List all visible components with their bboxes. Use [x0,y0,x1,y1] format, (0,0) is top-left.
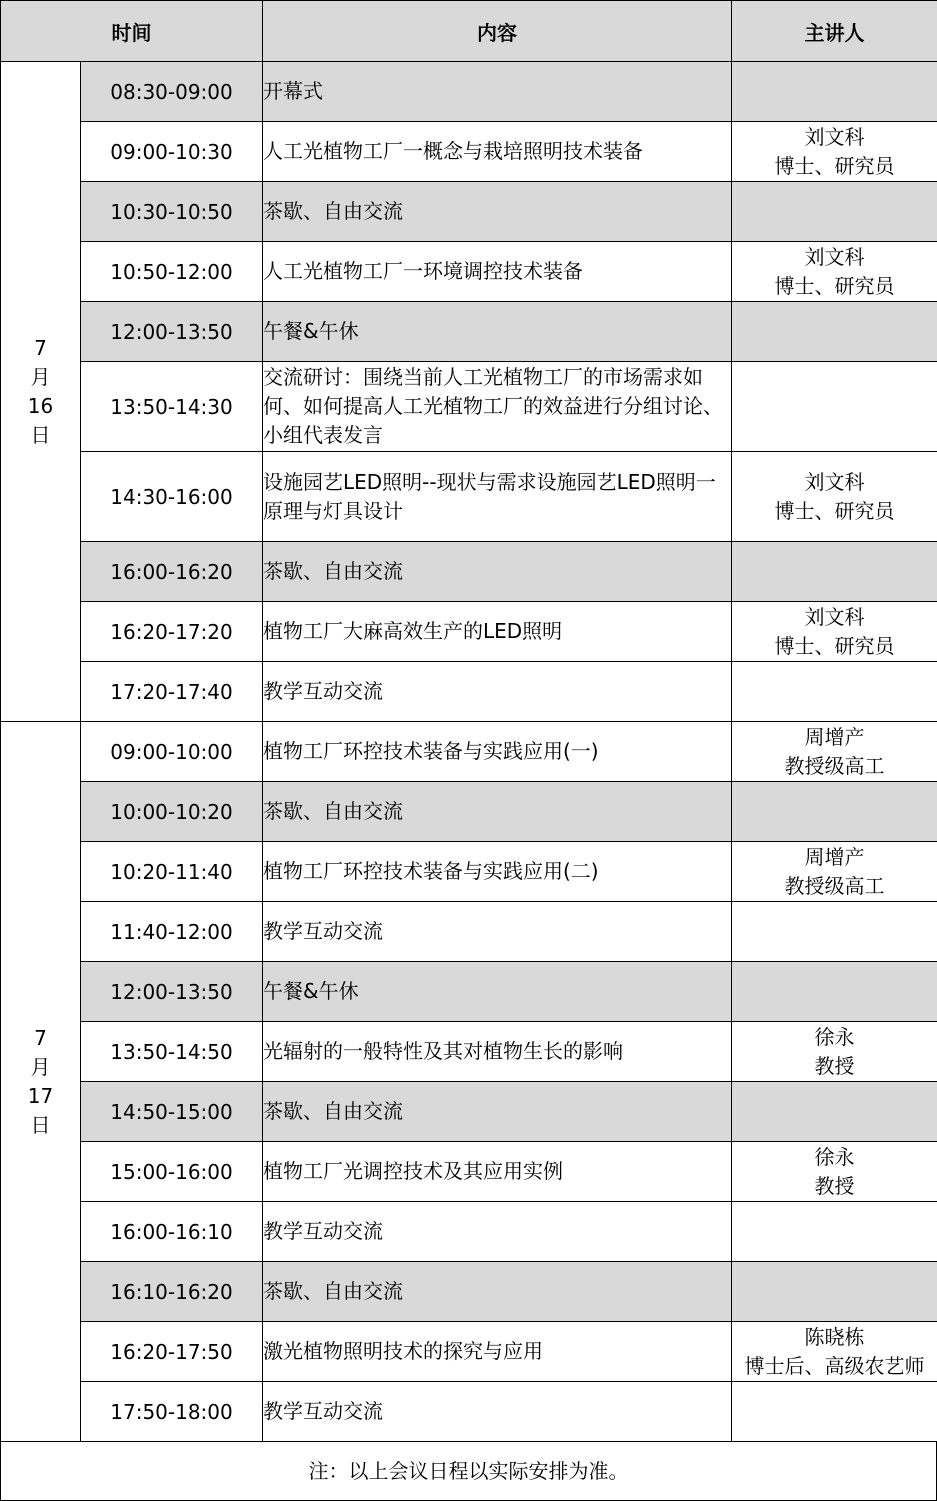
speaker-title: 教授级高工 [784,753,885,778]
speaker-title: 博士、研究员 [774,633,895,658]
schedule-row [1,122,937,182]
day-label-part: 16 [27,393,54,418]
session-time: 17:50-18:00 [81,1382,263,1442]
session-time: 09:00-10:00 [81,722,263,782]
session-content: 茶歇、自由交流 [263,1262,732,1322]
session-speaker [732,242,937,302]
session-content: 教学互动交流 [263,1382,732,1442]
session-speaker [732,122,937,182]
session-speaker [732,1382,937,1442]
header-content: 内容 [263,1,732,62]
session-speaker [732,1082,937,1142]
day-label-part: 日 [30,422,51,447]
schedule-row [1,242,937,302]
session-speaker [732,1202,937,1262]
speaker-title: 博士、研究员 [774,153,895,178]
speaker-name: 周增产 [804,844,865,869]
day-label-part: 7 [34,1025,47,1050]
session-time: 17:20-17:40 [81,662,263,722]
session-content: 午餐&午休 [263,302,732,362]
session-content: 激光植物照明技术的探究与应用 [263,1322,732,1382]
session-content: 设施园艺LED照明--现状与需求设施园艺LED照明一原理与灯具设计 [263,452,732,542]
schedule-row [1,62,937,122]
schedule-row [1,722,937,782]
speaker-name: 刘文科 [804,244,865,269]
session-speaker [732,902,937,962]
schedule-row [1,362,937,452]
session-speaker [732,842,937,902]
speaker-name: 周增产 [804,724,865,749]
session-speaker [732,782,937,842]
session-time: 10:20-11:40 [81,842,263,902]
speaker-title: 教授 [814,1053,855,1078]
session-content: 教学互动交流 [263,1202,732,1262]
session-time: 14:50-15:00 [81,1082,263,1142]
speaker-name: 刘文科 [804,469,865,494]
schedule-row [1,1142,937,1202]
session-time: 11:40-12:00 [81,902,263,962]
schedule-row [1,602,937,662]
session-content: 交流研讨：围绕当前人工光植物工厂的市场需求如何、如何提高人工光植物工厂的效益进行分组讨论、小组代表发言 [263,362,732,452]
day-label-part: 17 [27,1083,54,1108]
header-time: 时间 [1,1,263,62]
session-time: 10:00-10:20 [81,782,263,842]
session-time: 09:00-10:30 [81,122,263,182]
schedule-row [1,1022,937,1082]
session-content: 茶歇、自由交流 [263,542,732,602]
session-speaker [732,302,937,362]
speaker-name: 陈晓栋 [804,1324,865,1349]
speaker-title: 博士、研究员 [774,498,895,523]
schedule-row [1,1082,937,1142]
session-speaker [732,542,937,602]
header-row [1,1,937,62]
session-speaker [732,362,937,452]
footer-note: 注：以上会议日程以实际安排为准。 [0,1442,937,1501]
session-speaker [732,1262,937,1322]
schedule-row [1,452,937,542]
day-label-part: 7 [34,335,47,360]
schedule-row [1,782,937,842]
session-time: 10:30-10:50 [81,182,263,242]
session-content: 人工光植物工厂一环境调控技术装备 [263,242,732,302]
session-content: 茶歇、自由交流 [263,1082,732,1142]
schedule-row [1,662,937,722]
session-speaker [732,182,937,242]
session-time: 13:50-14:30 [81,362,263,452]
speaker-name: 刘文科 [804,604,865,629]
session-time: 16:10-16:20 [81,1262,263,1322]
session-speaker [732,62,937,122]
schedule-row [1,1322,937,1382]
session-content: 植物工厂环控技术装备与实践应用(二) [263,842,732,902]
session-content: 植物工厂光调控技术及其应用实例 [263,1142,732,1202]
session-speaker [732,1022,937,1082]
speaker-title: 博士、研究员 [774,273,895,298]
schedule-row [1,182,937,242]
session-content: 植物工厂环控技术装备与实践应用(一) [263,722,732,782]
session-time: 08:30-09:00 [81,62,263,122]
session-time: 13:50-14:50 [81,1022,263,1082]
schedule-row [1,1202,937,1262]
session-content: 教学互动交流 [263,662,732,722]
schedule-row [1,542,937,602]
session-time: 14:30-16:00 [81,452,263,542]
day-cell [1,62,81,722]
session-content: 光辐射的一般特性及其对植物生长的影响 [263,1022,732,1082]
session-speaker [732,602,937,662]
session-time: 15:00-16:00 [81,1142,263,1202]
session-speaker [732,722,937,782]
session-content: 教学互动交流 [263,902,732,962]
session-content: 人工光植物工厂一概念与栽培照明技术装备 [263,122,732,182]
speaker-title: 教授级高工 [784,873,885,898]
schedule-row [1,902,937,962]
schedule-row [1,1262,937,1322]
speaker-name: 徐永 [814,1024,855,1049]
session-time: 16:20-17:20 [81,602,263,662]
session-content: 开幕式 [263,62,732,122]
speaker-title: 教授 [814,1173,855,1198]
day-label-part: 月 [30,1054,51,1079]
speaker-title: 博士后、高级农艺师 [744,1353,925,1378]
schedule-row [1,302,937,362]
session-time: 12:00-13:50 [81,962,263,1022]
day-label-part: 日 [30,1112,51,1137]
schedule-body [1,62,937,1442]
session-speaker [732,1322,937,1382]
session-content: 午餐&午休 [263,962,732,1022]
day-cell [1,722,81,1442]
session-time: 16:20-17:50 [81,1322,263,1382]
session-time: 12:00-13:50 [81,302,263,362]
session-time: 10:50-12:00 [81,242,263,302]
schedule-row [1,962,937,1022]
session-speaker [732,452,937,542]
schedule-row [1,1382,937,1442]
day-label-part: 月 [30,364,51,389]
session-speaker [732,662,937,722]
session-content: 植物工厂大麻高效生产的LED照明 [263,602,732,662]
session-time: 16:00-16:20 [81,542,263,602]
session-speaker [732,962,937,1022]
header-speaker: 主讲人 [732,1,937,62]
speaker-name: 徐永 [814,1144,855,1169]
session-content: 茶歇、自由交流 [263,782,732,842]
session-speaker [732,1142,937,1202]
speaker-name: 刘文科 [804,124,865,149]
session-time: 16:00-16:10 [81,1202,263,1262]
session-content: 茶歇、自由交流 [263,182,732,242]
schedule-row [1,842,937,902]
